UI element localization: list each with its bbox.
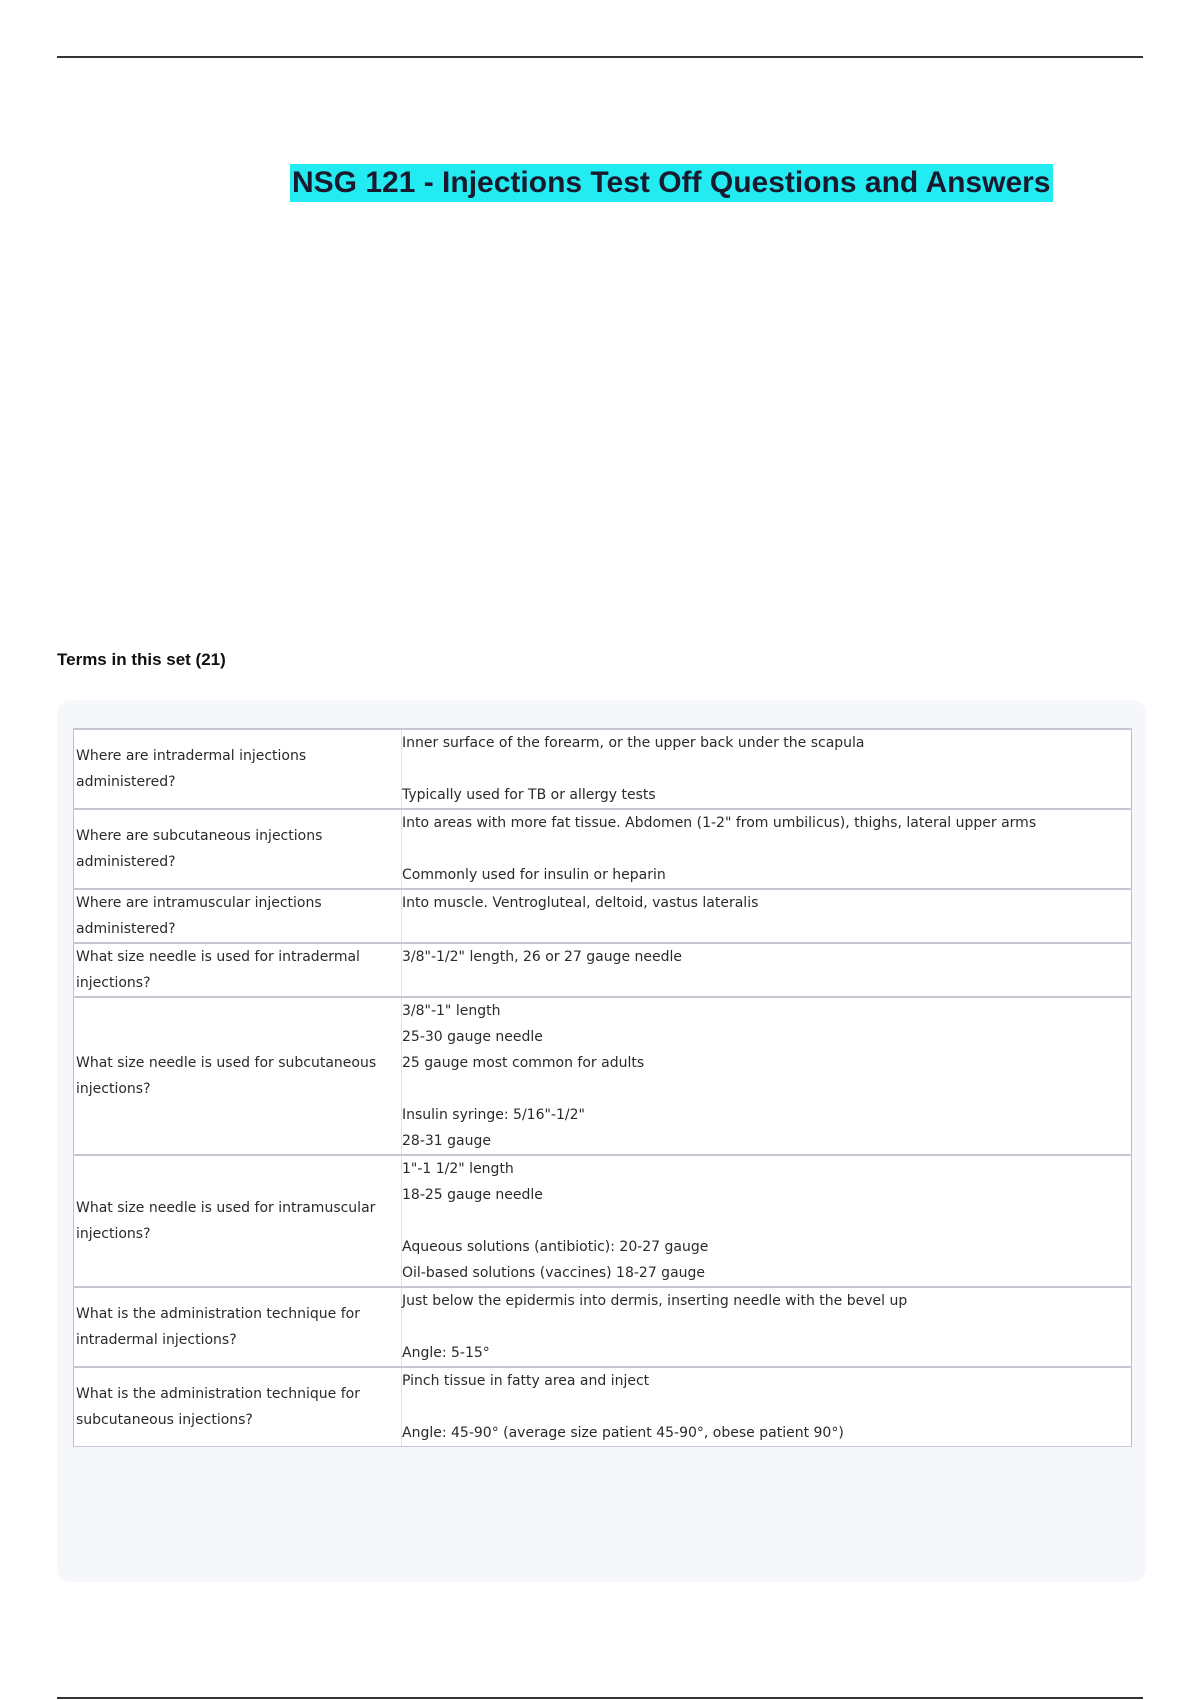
definition-line [402,756,1131,782]
term-question: Where are intradermal injections administered? [76,748,307,790]
definition-line: Just below the epidermis into dermis, inserting needle with the bevel up [402,1293,908,1309]
definition-cell [402,729,1132,809]
term-question: Where are subcutaneous injections administered? [76,828,323,870]
terms-count-heading: Terms in this set (21) [57,650,226,669]
definition-line: Aqueous solutions (antibiotic): 20-27 gauge [402,1239,709,1255]
definition-line: Insulin syringe: 5/16"-1/2" [402,1107,585,1123]
definition-line [402,1208,1131,1234]
term-cell [74,809,402,889]
term-cell [74,889,402,943]
term-row [74,729,1132,809]
definition-line [402,916,1131,942]
bottom-divider [57,1697,1143,1699]
term-cell [74,1287,402,1367]
document-title [290,164,1053,202]
definition-line: 28-31 gauge [402,1133,491,1149]
definition-line: Angle: 5-15° [402,1345,490,1361]
top-divider [57,56,1143,58]
term-question: What size needle is used for intradermal injections? [76,949,360,991]
definition-line: Angle: 45-90° (average size patient 45-90°, obese patient 90°) [402,1425,844,1441]
definition-line: Typically used for TB or allergy tests [402,787,656,803]
definition-line: Pinch tissue in fatty area and inject [402,1373,650,1389]
definition-line [402,1076,1131,1102]
definition-line: 25-30 gauge needle [402,1029,543,1045]
term-question: What is the administration technique for subcutaneous injections? [76,1386,360,1428]
definition-cell [402,997,1132,1155]
definition-line: 18-25 gauge needle [402,1187,543,1203]
term-question: What is the administration technique for intradermal injections? [76,1306,360,1348]
terms-table [73,728,1132,1447]
term-question: Where are intramuscular injections administered? [76,895,322,937]
definition-cell [402,1367,1132,1447]
definition-cell [402,1155,1132,1287]
terms-table-body [74,729,1132,1447]
term-cell [74,1367,402,1447]
definition-line [402,1314,1131,1340]
definition-line: Oil-based solutions (vaccines) 18-27 gauge [402,1265,706,1281]
definition-line: Into areas with more fat tissue. Abdomen (1-2" from umbilicus), thighs, lateral upper arms [402,815,1037,831]
definition-line: 25 gauge most common for adults [402,1055,645,1071]
definition-line: 3/8"-1/2" length, 26 or 27 gauge needle [402,949,683,965]
term-question: What size needle is used for intramuscular injections? [76,1200,376,1242]
document-title-text: NSG 121 - Injections Test Off Questions and Answers [290,164,1053,202]
definition-line [402,970,1131,996]
definition-line: Inner surface of the forearm, or the upper back under the scapula [402,735,865,751]
term-cell [74,1155,402,1287]
definition-cell [402,809,1132,889]
term-row [74,809,1132,889]
term-cell [74,997,402,1155]
term-row [74,1287,1132,1367]
definition-line [402,836,1131,862]
definition-cell [402,1287,1132,1367]
definition-line [402,1394,1131,1420]
definition-line: Into muscle. Ventrogluteal, deltoid, vastus lateralis [402,895,759,911]
term-row [74,997,1132,1155]
term-cell [74,729,402,809]
term-row [74,943,1132,997]
term-cell [74,943,402,997]
definition-line: Commonly used for insulin or heparin [402,867,666,883]
term-question: What size needle is used for subcutaneous injections? [76,1055,377,1097]
definition-line: 1"-1 1/2" length [402,1161,514,1177]
term-row [74,1367,1132,1447]
term-row [74,889,1132,943]
definition-cell [402,943,1132,997]
term-row [74,1155,1132,1287]
definition-cell [402,889,1132,943]
definition-line: 3/8"-1" length [402,1003,501,1019]
